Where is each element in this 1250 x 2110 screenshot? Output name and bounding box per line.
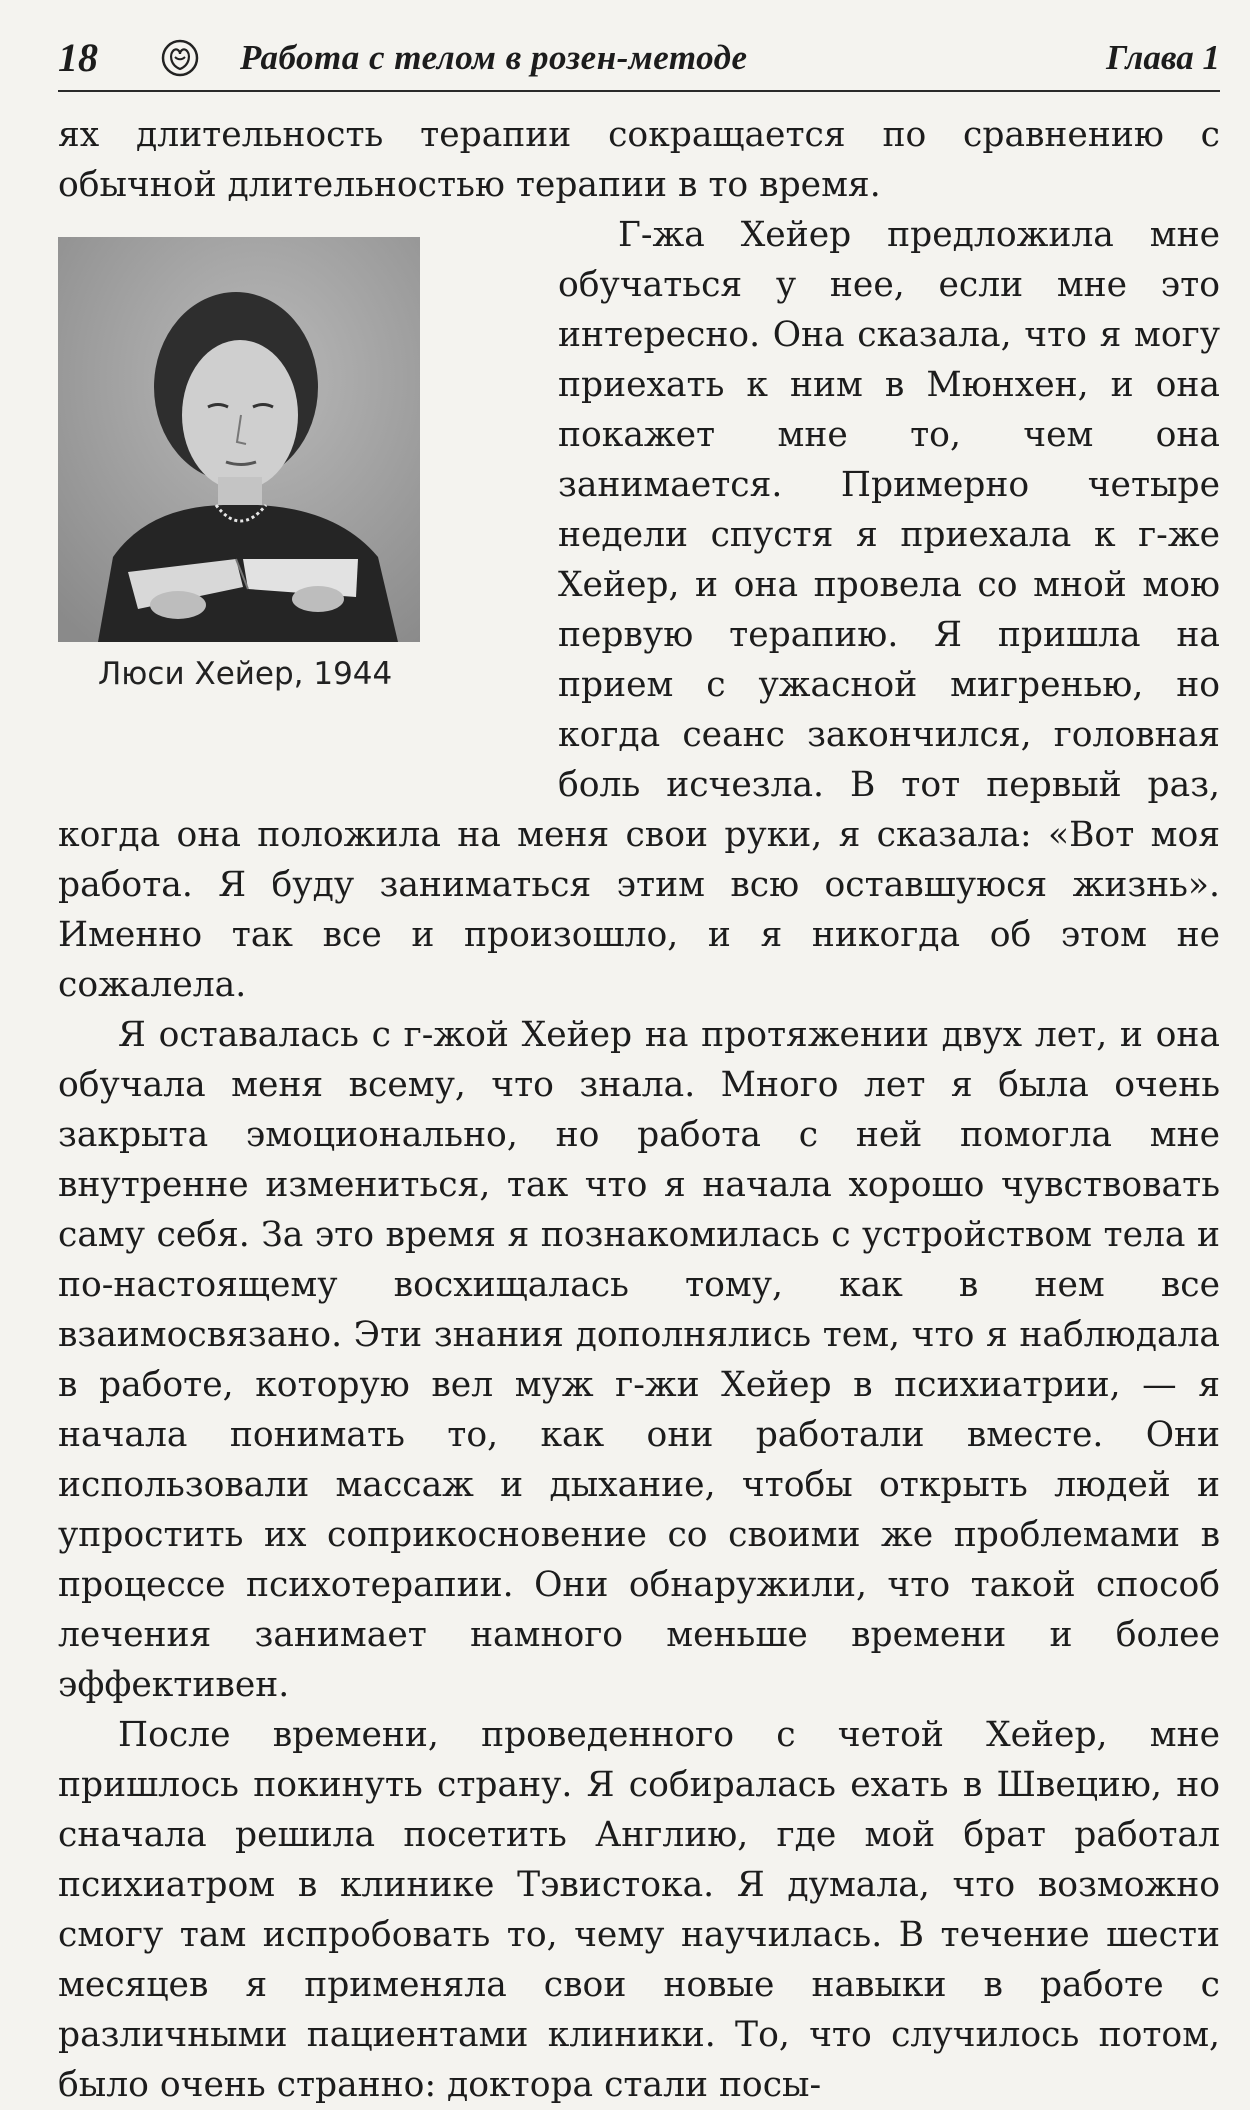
page-number: 18 (58, 35, 98, 80)
book-title: Работа с телом в розен-методе (240, 38, 748, 77)
figure-caption: Люси Хейер, 1944 (98, 656, 393, 692)
paragraph-3: Я оставалась с г-жой Хейер на протяжении двух лет, и она обучала меня всему, что знала. Много лет я была очень закрыта эмоционально, но работа с ней помогла мне внутренне измениться, так что я начала хорошо чувствовать саму себя. За это время я познакомилась с устройством тела и по-настоящему восхищалась тому, как в нем все взаимосвязано. Эти знания дополнялись тем, что я наблюдала в работе, которую вел муж г-жи Хейер в психиатрии, — я начала понимать то, как они работали вместе. Они использовали массаж и дыхание, чтобы открыть людей и упростить их соприкосновение со своими же проблемами в процессе психотерапии. Они обнаружили, что такой способ лечения занимает намного меньше времени и более эффективен. (58, 1015, 1220, 1705)
portrait-photo (58, 237, 420, 642)
portrait-figure (58, 222, 558, 767)
body-text (58, 110, 1220, 2110)
paragraph-1: ях длительность терапии сокращается по сравнению с обычной длительностью терапии в то время. (58, 115, 1220, 205)
running-header (58, 30, 1220, 92)
paragraph-4: После времени, проведенного с четой Хейер, мне пришлось покинуть страну. Я собиралась ехать в Швецию, но сначала решила посетить Англию, где мой брат работал психиатром в клинике Тэвистока. Я думала, что возможно смогу там испробовать то, чему научилась. В течение шести месяцев я применяла свои новые навыки в работе с различными пациентами клиники. То, что случилось потом, было очень странно: доктора стали посы- (58, 1715, 1220, 2105)
rose-logo-icon (160, 38, 200, 78)
paragraph-2: Г-жа Хейер предложила мне обучаться у нее, если мне это интересно. Она сказала, что я могу приехать к ним в Мюнхен, и она покажет мне то, чем она занимается. Примерно четыре недели спустя я приехала к г-же Хейер, и она провела со мной мою первую терапию. Я пришла на прием с ужасной мигренью, но когда сеанс закончился, головная боль исчезла. В тот первый раз, когда она положила на меня свои руки, я сказала: «Вот моя работа. Я буду заниматься этим всю оставшуюся жизнь». Именно так все и произошло, и я никогда об этом не сожалела. (58, 215, 1220, 1005)
chapter-label: Глава 1 (1106, 38, 1220, 77)
